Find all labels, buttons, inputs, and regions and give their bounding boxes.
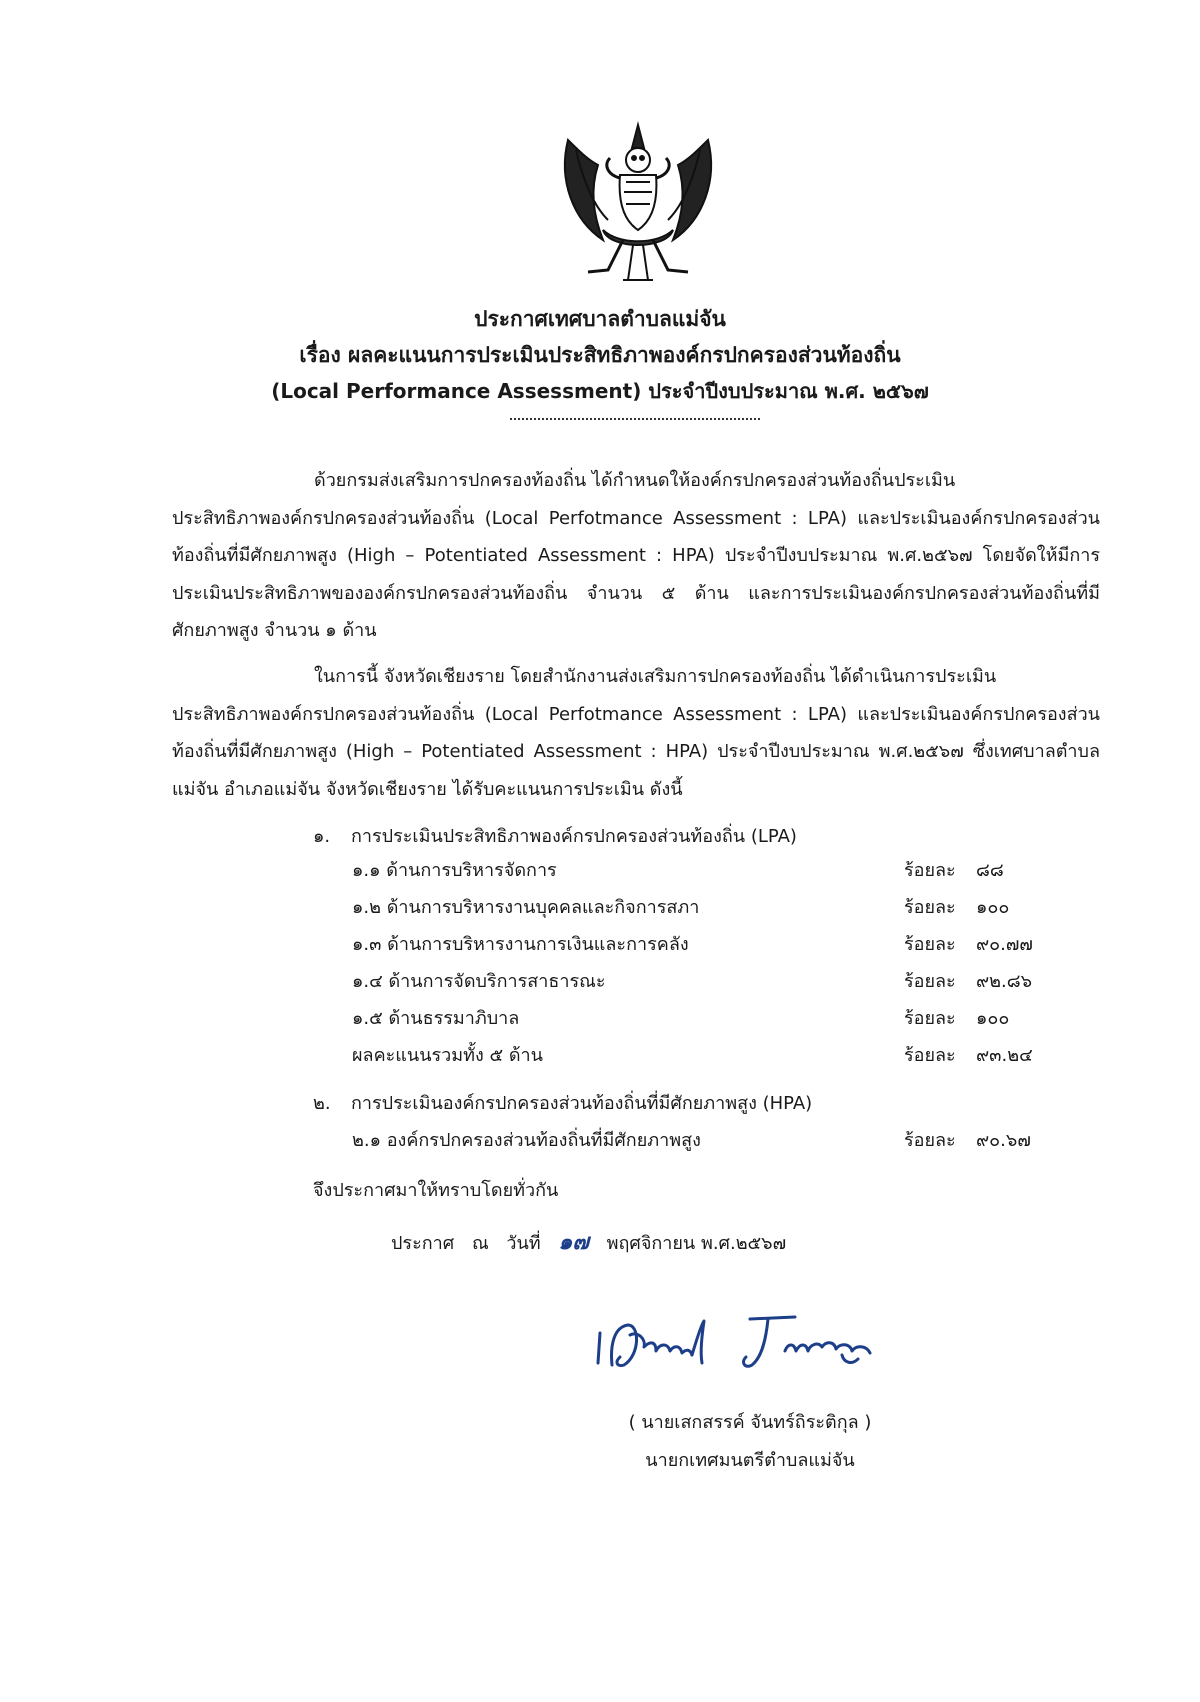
section-lpa-heading: [313, 822, 797, 852]
percent-label: ร้อยละ: [904, 934, 956, 955]
percent-label: ร้อยละ: [904, 860, 956, 881]
score-label: ๑.๑ ด้านการบริหารจัดการ: [352, 860, 557, 881]
score-value: ๙๐.๗๗: [976, 934, 1033, 955]
paragraph-intro-first-line: ด้วยกรมส่งเสริมการปกครองท้องถิ่น ได้กำหนดให้องค์กรปกครองส่วนท้องถิ่นประเมิน: [314, 470, 956, 491]
date-prefix: ประกาศ: [391, 1233, 455, 1254]
section-number: ๑.: [313, 826, 331, 847]
score-value: ๙๓.๒๔: [976, 1045, 1033, 1066]
paragraph-intro: [172, 462, 1100, 650]
paragraph-results-body: ประสิทธิภาพองค์กรปกครองส่วนท้องถิ่น (Local Perfotmance Assessment : LPA) และประเมินองค์กรปกครองส่วนท้องถิ่นที่มีศักยภาพสูง (High – Potentiated Assessment : HPA) ประจำปีงบประมาณ พ.ศ.๒๕๖๗ ซึ่งเทศบาลตำบลแม่จัน อำเภอแม่จัน จังหวัดเชียงราย ได้รับคะแนนการประเมิน ดังนี้: [172, 703, 1100, 800]
paragraph-results-first-line: ในการนี้ จังหวัดเชียงราย โดยสำนักงานส่งเสริมการปกครองท้องถิ่น ได้ดำเนินการประเมิน: [314, 666, 997, 687]
announcement-title: ประกาศเทศบาลตำบลแม่จัน: [474, 307, 726, 331]
score-label: ๑.๒ ด้านการบริหารงานบุคคลและกิจการสภา: [352, 897, 700, 918]
date-day-handwritten: ๑๗: [558, 1230, 589, 1255]
announcement-date: [391, 1228, 798, 1259]
score-label: ๑.๕ ด้านธรรมาภิบาล: [352, 1008, 520, 1029]
date-at: ณ: [471, 1233, 489, 1254]
percent-label: ร้อยละ: [904, 1130, 956, 1151]
percent-label: ร้อยละ: [904, 1045, 956, 1066]
score-value: ๑๐๐: [976, 1008, 1010, 1029]
score-label: ๑.๓ ด้านการบริหารงานการเงินและการคลัง: [352, 934, 689, 955]
paragraph-intro-body: ประสิทธิภาพองค์กรปกครองส่วนท้องถิ่น (Local Perfotmance Assessment : LPA) และประเมินองค์กรปกครองส่วนท้องถิ่นที่มีศักยภาพสูง (High – Potentiated Assessment : HPA) ประจำปีงบประมาณ พ.ศ.๒๕๖๗ โดยจัดให้มีการประเมินประสิทธิภาพขององค์กรปกครองส่วนท้องถิ่น จำนวน ๕ ด้าน และการประเมินองค์กรปกครองส่วนท้องถิ่นที่มีศักยภาพสูง จำนวน ๑ ด้าน: [172, 507, 1100, 641]
paragraph-results: [172, 658, 1100, 808]
score-label: ๒.๑ องค์กรปกครองส่วนท้องถิ่นที่มีศักยภาพสูง: [352, 1130, 701, 1151]
announcement-subject: เรื่อง ผลคะแนนการประเมินประสิทธิภาพองค์กรปกครองส่วนท้องถิ่น: [299, 343, 901, 367]
closing-statement: จึงประกาศมาให้ทราบโดยทั่วกัน: [313, 1180, 559, 1201]
section-hpa-heading: [313, 1089, 812, 1119]
announcement-subject-fiscal-year: (Local Performance Assessment) ประจำปีงบประมาณ พ.ศ. ๒๕๖๗: [271, 379, 929, 403]
date-day-label: วันที่: [506, 1233, 541, 1254]
percent-label: ร้อยละ: [904, 897, 956, 918]
score-value: ๑๐๐: [976, 897, 1010, 918]
percent-label: ร้อยละ: [904, 971, 956, 992]
header-divider: [510, 418, 760, 420]
score-value: ๙๐.๖๗: [976, 1130, 1031, 1151]
score-value: ๘๘: [976, 860, 1004, 881]
signatory-name: ( นายเสกสรรค์ จันทร์ถิระติกุล ): [628, 1412, 872, 1433]
percent-label: ร้อยละ: [904, 1008, 956, 1029]
handwritten-signature: [590, 1305, 910, 1385]
score-label: ผลคะแนนรวมทั้ง ๕ ด้าน: [352, 1045, 543, 1066]
section-title: การประเมินองค์กรปกครองส่วนท้องถิ่นที่มีศักยภาพสูง (HPA): [351, 1093, 813, 1114]
score-label: ๑.๔ ด้านการจัดบริการสาธารณะ: [352, 971, 606, 992]
garuda-emblem-icon: [548, 120, 728, 290]
section-number: ๒.: [313, 1093, 331, 1114]
signatory-position: นายกเทศมนตรีตำบลแม่จัน: [645, 1450, 855, 1471]
score-value: ๙๒.๘๖: [976, 971, 1033, 992]
section-title: การประเมินประสิทธิภาพองค์กรปกครองส่วนท้องถิ่น (LPA): [351, 826, 797, 847]
date-month-year: พฤศจิกายน พ.ศ.๒๕๖๗: [606, 1233, 787, 1254]
